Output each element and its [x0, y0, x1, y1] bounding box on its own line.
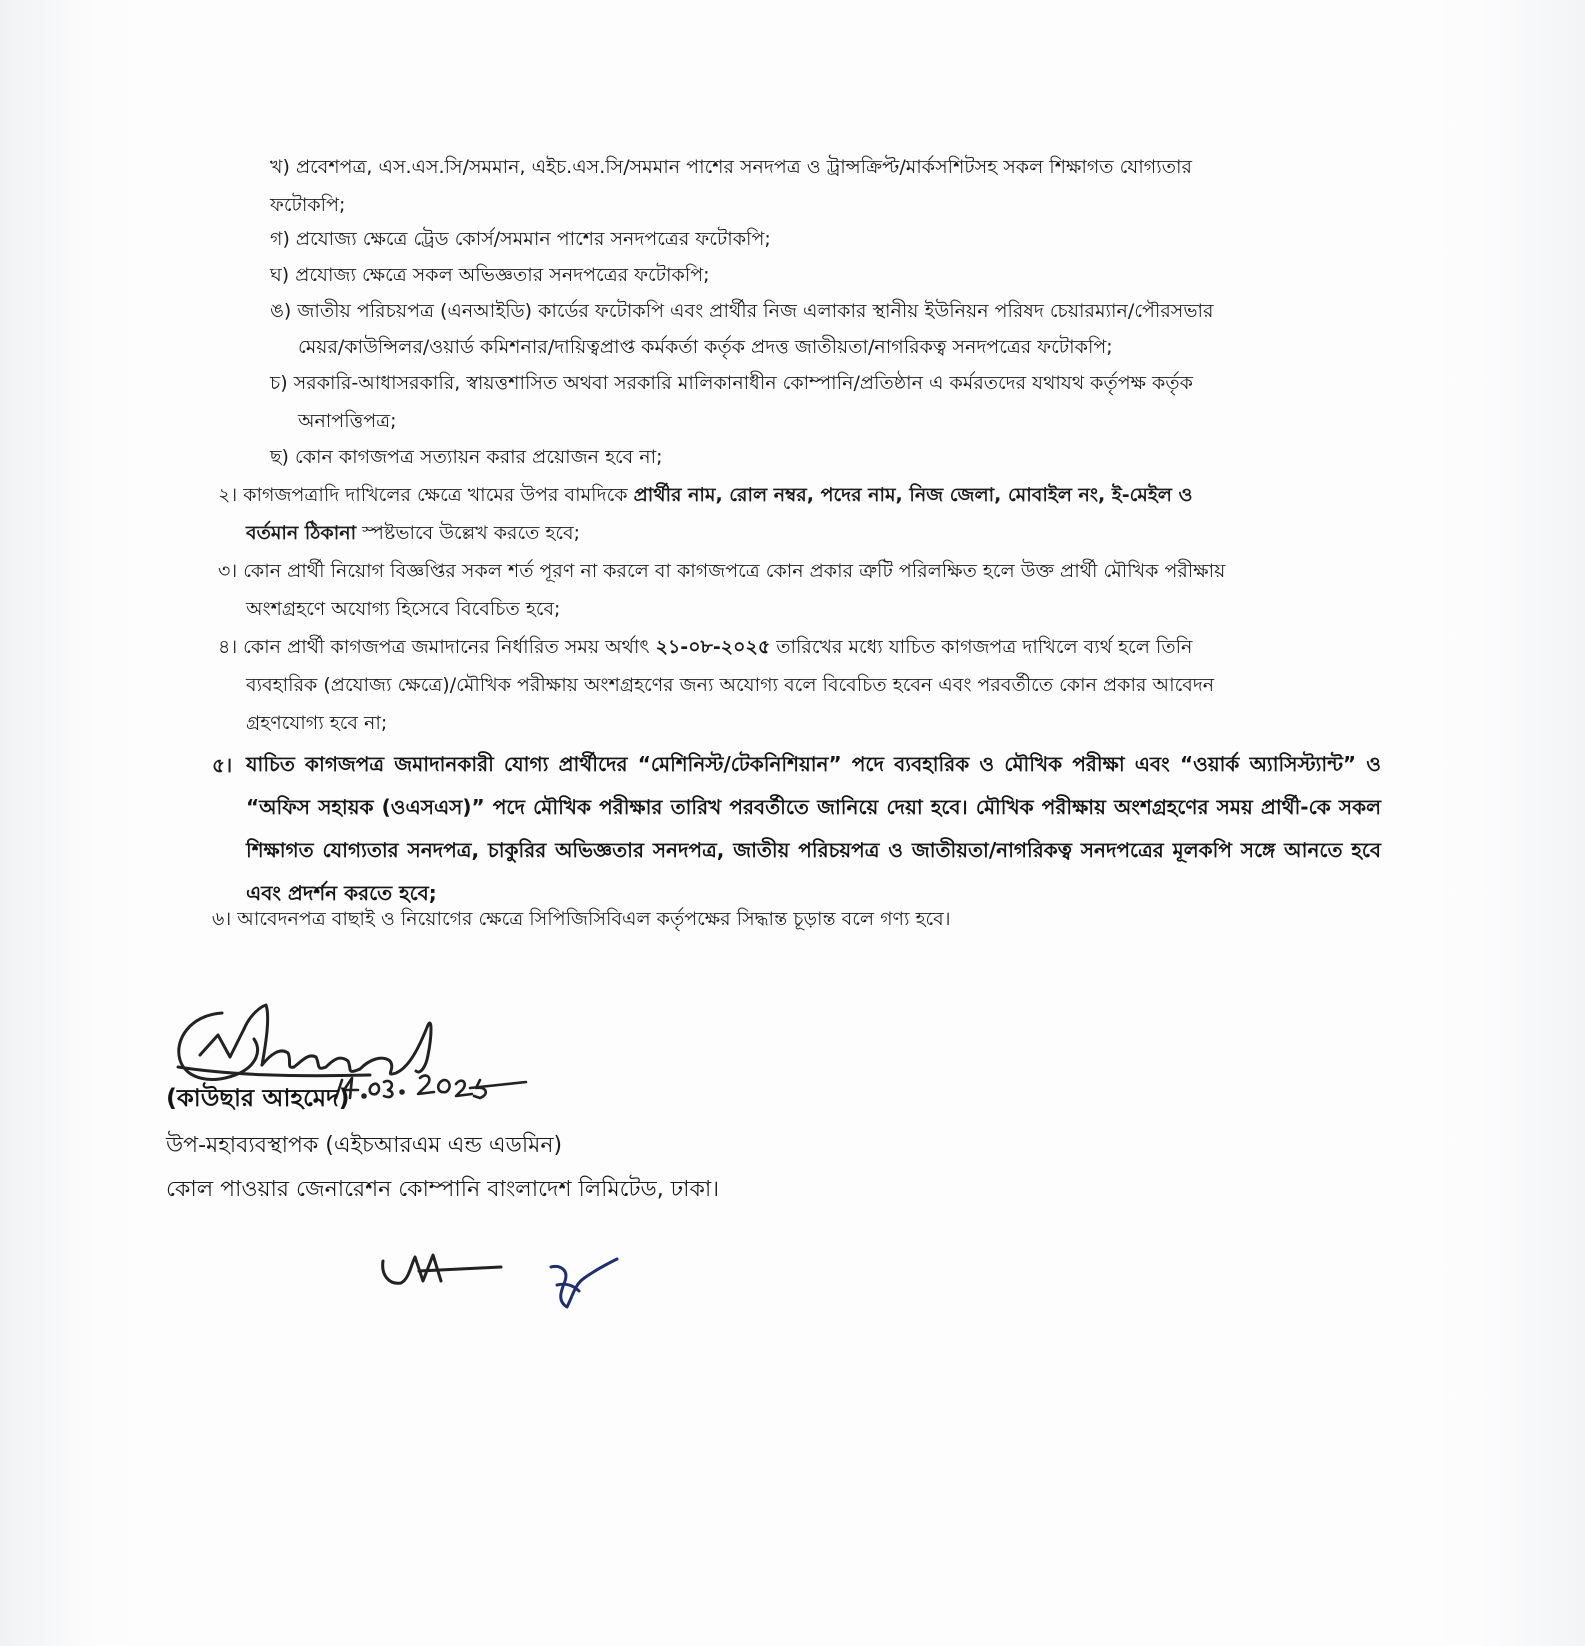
- handwritten-initial-1: [375, 1245, 505, 1295]
- handwritten-initial-2: [545, 1255, 625, 1315]
- sub-item-kha-line1: [270, 154, 1192, 180]
- item-marker: ৬।: [212, 908, 232, 930]
- handwritten-date: [330, 1058, 530, 1108]
- item-2-bold-address: বর্তমান ঠিকানা: [246, 522, 357, 544]
- item-6-text: আবেদনপত্র বাছাই ও নিয়োগের ক্ষেত্রে সিপিজিসিবিএল কর্তৃপক্ষের সিদ্ধান্ত চূড়ান্ত বলে গণ্য হবে।: [237, 908, 951, 930]
- sub-item-uma-line2: মেয়র/কাউন্সিলর/ওয়ার্ড কমিশনার/দায়িত্বপ্রাপ্ত কর্মকর্তা কর্তৃক প্রদত্ত জাতীয়তা/নাগরিকত্ব সনদপত্রের ফটোকপি;: [298, 336, 1113, 358]
- sub-item-ga: [270, 226, 771, 252]
- item-marker: ২।: [218, 484, 238, 506]
- item-4-line1: [218, 634, 1192, 660]
- signatory-name: (কাউছার আহমেদ): [166, 1084, 350, 1112]
- scan-shadow-right: [1435, 0, 1585, 1646]
- sub-item-marker: চ): [270, 372, 288, 394]
- item-marker: ৪।: [218, 636, 238, 658]
- sub-item-marker: ছ): [270, 446, 289, 468]
- item-4-line3: গ্রহণযোগ্য হবে না;: [246, 712, 388, 734]
- sub-item-text: প্রযোজ্য ক্ষেত্রে ট্রেড কোর্স/সমমান পাশের সনদপত্রের ফটোকপি;: [295, 228, 771, 250]
- sub-item-text: জাতীয় পরিচয়পত্র (এনআইডি) কার্ডের ফটোকপি এবং প্রার্থীর নিজ এলাকার স্থানীয় ইউনিয়ন পরিষদ চেয়ারম্যান/পৌরসভার: [297, 300, 1214, 322]
- item-6: [212, 906, 951, 932]
- item-4-deadline-date: ২১-০৮-২০২৫: [655, 636, 771, 658]
- signatory-designation: উপ-মহাব্যবস্থাপক (এইচআরএম এন্ড এডমিন): [166, 1133, 563, 1158]
- sub-item-text: কোন কাগজপত্র সত্যায়ন করার প্রয়োজন হবে না;: [294, 446, 663, 468]
- item-4-prefix: কোন প্রার্থী কাগজপত্র জমাদানের নির্ধারিত সময় অর্থাৎ: [243, 636, 650, 658]
- sub-item-marker: ঘ): [270, 264, 290, 286]
- sub-item-kha-line2: ফটোকপি;: [270, 194, 346, 216]
- item-4-suffix: তারিখের মধ্যে যাচিত কাগজপত্র দাখিলে ব্যর্থ হলে তিনি: [776, 636, 1193, 658]
- sub-item-marker: ঙ): [270, 300, 292, 322]
- sub-item-text: প্রবেশপত্র, এস.এস.সি/সমমান, এইচ.এস.সি/সমমান পাশের সনদপত্র ও ট্রান্সক্রিপ্ট/মার্কসশিটসহ সকল শিক্ষাগত যোগ্যতার: [295, 156, 1192, 178]
- item-3-line2: অংশগ্রহণে অযোগ্য হিসেবে বিবেচিত হবে;: [246, 598, 561, 620]
- sub-item-cha-line2: অনাপত্তিপত্র;: [298, 410, 397, 432]
- sub-item-marker: খ): [270, 156, 290, 178]
- sub-item-uma-line1: [270, 298, 1213, 324]
- scan-shadow-left: [0, 0, 140, 1646]
- item-2-line1: [218, 482, 1193, 508]
- sub-item-text: সরকারি-আধাসরকারি, স্বায়ত্তশাসিত অথবা সরকারি মালিকানাধীন কোম্পানি/প্রতিষ্ঠান এ কর্মরতদের যথাযথ কর্তৃপক্ষ কর্তৃক: [293, 372, 1193, 394]
- item-3-text: কোন প্রার্থী নিয়োগ বিজ্ঞপ্তির সকল শর্ত পূরণ না করলে বা কাগজপত্রে কোন প্রকার ত্রুটি পরিলক্ষিত হলে উক্ত প্রার্থী মৌখিক পরীক্ষায়: [243, 560, 1226, 582]
- item-2-rest: স্পষ্টভাবে উল্লেখ করতে হবে;: [362, 522, 580, 544]
- item-2-line2: [246, 520, 580, 546]
- item-3-line1: [218, 558, 1225, 584]
- item-5-marker: ৫।: [212, 753, 233, 777]
- sub-item-cha-line1: [270, 370, 1193, 396]
- item-5-paragraph: যাচিত কাগজপত্র জমাদানকারী যোগ্য প্রার্থীদের “মেশিনিস্ট/টেকনিশিয়ান” পদে ব্যবহারিক ও মৌখিক পরীক্ষা এবং “ওয়ার্ক অ্যাসিস্ট্যান্ট” ও “অফিস সহায়ক (ওএসএস)” পদে মৌখিক পরীক্ষার তারিখ পরবর্তীতে জানিয়ে দেয়া হবে। মৌখিক পরীক্ষায় অংশগ্রহণের সময় প্রার্থী-কে সকল শিক্ষাগত যোগ্যতার সনদপত্র, চাকুরির অভিজ্ঞতার সনদপত্র, জাতীয় পরিচয়পত্র ও জাতীয়তা/নাগরিকত্ব সনদপত্রের মূলকপি সঙ্গে আনতে হবে এবং প্রদর্শন করতে হবে;: [246, 752, 1381, 905]
- sub-item-chha: [270, 444, 663, 470]
- item-2-prefix: কাগজপত্রাদি দাখিলের ক্ষেত্রে খামের উপর বামদিকে: [243, 484, 628, 506]
- item-4-line2: ব্যবহারিক (প্রযোজ্য ক্ষেত্রে)/মৌখিক পরীক্ষায় অংশগ্রহণের জন্য অযোগ্য বলে বিবেচিত হবেন এবং পরবর্তীতে কোন প্রকার আবেদন: [246, 674, 1215, 696]
- sub-item-text: প্রযোজ্য ক্ষেত্রে সকল অভিজ্ঞতার সনদপত্রের ফটোকপি;: [295, 264, 710, 286]
- sub-item-gha: [270, 262, 710, 288]
- organization-name: কোল পাওয়ার জেনারেশন কোম্পানি বাংলাদেশ লিমিটেড, ঢাকা।: [166, 1177, 720, 1202]
- item-2-bold-fields: প্রার্থীর নাম, রোল নম্বর, পদের নাম, নিজ জেলা, মোবাইল নং, ই-মেইল ও: [633, 484, 1193, 506]
- item-marker: ৩।: [218, 560, 238, 582]
- sub-item-marker: গ): [270, 228, 290, 250]
